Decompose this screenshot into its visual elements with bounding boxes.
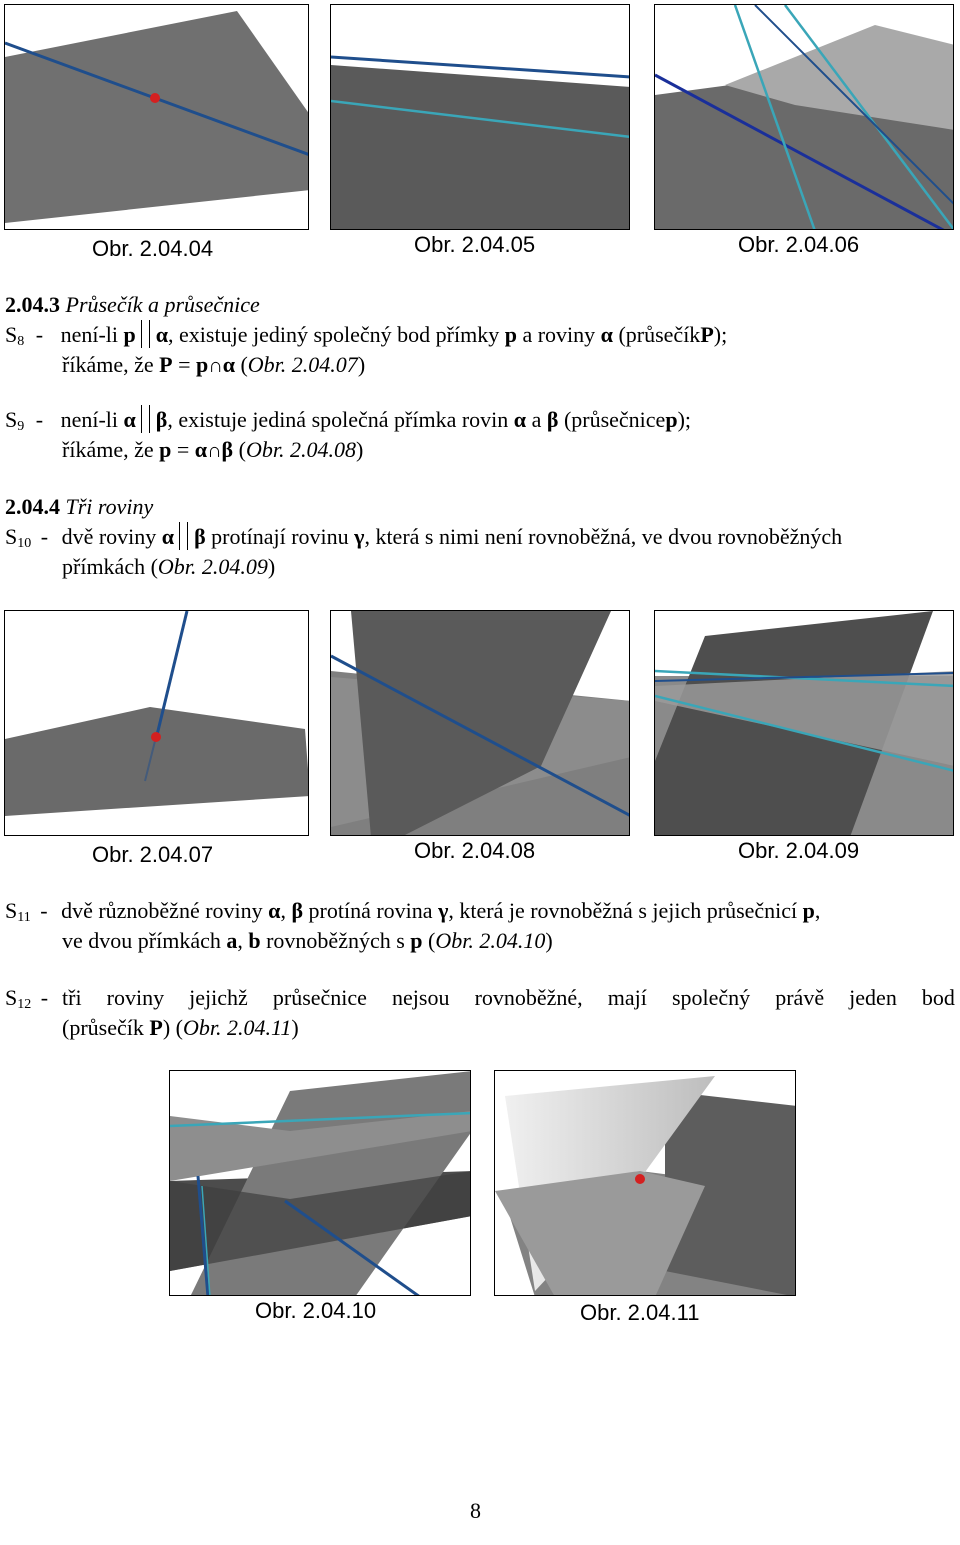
section-heading bbox=[5, 290, 260, 320]
statement-s11-line2: ve dvou přímkách a, b rovnoběžných s p (Obr. 2.04.10) bbox=[62, 928, 553, 953]
section-number: 2.04.4 bbox=[5, 494, 60, 519]
section-number: 2.04.3 bbox=[5, 292, 60, 317]
figure-2-04-07-drawing bbox=[5, 611, 309, 836]
figure-2-04-11 bbox=[494, 1070, 796, 1296]
page-number: 8 bbox=[470, 1498, 481, 1523]
figure-caption: Obr. 2.04.09 bbox=[738, 838, 860, 863]
figure-2-04-05-drawing bbox=[331, 5, 630, 230]
figure-2-04-10-drawing bbox=[170, 1071, 471, 1296]
figure-2-04-07 bbox=[4, 610, 309, 836]
statement-s12-label: $S_{12}$ - bbox=[5, 985, 49, 1012]
figure-2-04-08 bbox=[330, 610, 630, 836]
figure-2-04-06 bbox=[654, 4, 954, 230]
parallel-symbol bbox=[141, 405, 150, 433]
statement-s11-line1: $S_{11}$ - dvě různoběžné roviny α, β protíná rovina γ, která je rovnoběžná s jejich průsečnicí p, bbox=[5, 898, 821, 925]
figure-caption: Obr. 2.04.10 bbox=[255, 1298, 377, 1323]
section-heading bbox=[5, 492, 153, 522]
statement-s12-line2: (průsečík P) (Obr. 2.04.11) bbox=[62, 1015, 299, 1040]
parallel-symbol bbox=[179, 522, 188, 550]
figure-2-04-10 bbox=[169, 1070, 471, 1296]
parallel-symbol bbox=[141, 320, 150, 348]
figure-2-04-09-drawing bbox=[655, 611, 954, 836]
statement-s10-line2: přímkách (Obr. 2.04.09) bbox=[62, 554, 276, 579]
figure-2-04-08-drawing bbox=[331, 611, 630, 836]
statement-s9-line2: říkáme, že p = α∩β (Obr. 2.04.08) bbox=[62, 437, 364, 462]
figure-2-04-04 bbox=[4, 4, 309, 230]
statement-s12-line1: tři roviny jejichž průsečnice nejsou rovnoběžné, mají společný právě jeden bod bbox=[62, 985, 955, 1010]
section-title: Tři roviny bbox=[65, 494, 154, 519]
figure-caption: Obr. 2.04.05 bbox=[414, 232, 536, 257]
figure-caption: Obr. 2.04.07 bbox=[92, 842, 214, 867]
figure-2-04-09 bbox=[654, 610, 954, 836]
figure-caption: Obr. 2.04.04 bbox=[92, 236, 214, 261]
statement-s9-line1: $S_9$ - není-li α β, existuje jediná společná přímka rovin α a β (průsečnicep); bbox=[5, 407, 692, 434]
figure-2-04-06-drawing bbox=[655, 5, 954, 230]
section-title: Průsečík a průsečnice bbox=[65, 292, 260, 317]
figure-caption: Obr. 2.04.06 bbox=[738, 232, 860, 257]
figure-2-04-04-drawing bbox=[5, 5, 309, 230]
statement-s8-line2: říkáme, že P = p∩α (Obr. 2.04.07) bbox=[62, 352, 366, 377]
figure-caption: Obr. 2.04.11 bbox=[580, 1300, 700, 1325]
statement-s8-line1: $S_8$ - není-li p α, existuje jediný společný bod přímky p a roviny α (průsečíkP); bbox=[5, 322, 728, 349]
figure-caption: Obr. 2.04.08 bbox=[414, 838, 536, 863]
figure-2-04-11-drawing bbox=[495, 1071, 796, 1296]
statement-s10-line1: $S_{10}$ - dvě roviny α β protínají rovinu γ, která s nimi není rovnoběžná, ve dvou rovnoběžných bbox=[5, 524, 843, 551]
figure-2-04-05 bbox=[330, 4, 630, 230]
